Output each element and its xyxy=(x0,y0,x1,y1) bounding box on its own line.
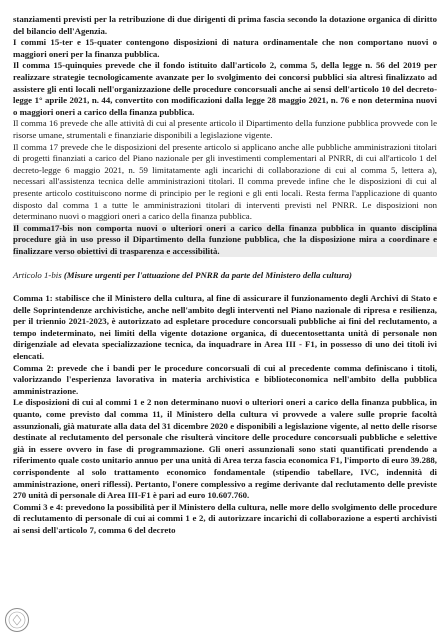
paragraph-oneri-commi-1-2: Le disposizioni di cui al commi 1 e 2 non determinano nuovi o ulteriori oneri a carico della finanza pubblica, in quanto, come previsto dal comma 11, il Ministero della cultura vi provvede a valere sulle proprie facoltà assunzionali, già maturate alla data del 31 dicembre 2020 e disponibili a legislazione vigente, al netto delle risorse destinate al reclutamento del personale che risulterà vincitore delle procedure concorsuali pubbliche e selettive già in essere ovvero in fase di programmazione. Gli oneri assunzionali sono stati quantificati prendendo a riferimento quale costo unitario annuo per una unità di Area terza fascia economica F1, l'importo di euro 39.288, corrispondente al solo trattamento economico fondamentale (stipendio tabellare, IVC, indennità di amministrazione, oneri riflessi). Pertanto, l'onere complessivo a regime derivante dal reclutamento delle previste 270 unità di personale di Area III-F1 è pari ad euro 10.607.760. xyxy=(13,397,437,501)
paragraph-agency-staffing: stanziamenti previsti per la retribuzione di due dirigenti di prima fascia secondo la dotazione organica di diritto del bilancio dell'Agenzia. xyxy=(13,14,437,36)
document-body xyxy=(13,14,437,537)
paragraph-commi-3-4: Commi 3 e 4: prevedono la possibilità per il Ministero della cultura, nelle more dello svolgimento delle procedure di reclutamento di personale di cui ai commi 1 e 2, di autorizzare incarichi di collaborazione a esperti archivisti ai sensi dell'articolo 7, comma 6 del decreto xyxy=(13,501,437,535)
paragraph-comma-1: Comma 1: stabilisce che il Ministero della cultura, al fine di assicurare il funzionamento degli Archivi di Stato e delle Soprintendenze archivistiche, anche nell'ambito degli interventi nel Piano nazionale di ripresa e resilienza, per il triennio 2021-2023, è autorizzato ad espletare procedure concorsuali pubbliche ai fini del reclutamento, a tempo indeterminato, nei limiti della vigente dotazione organica, di duecentosettanta unità di personale non dirigenziale ad elevata specializzazione tecnica, da inquadrare in Area III - F1, in possesso di uno dei titoli ivi elencati. xyxy=(13,293,437,362)
paragraph-comma-2: Comma 2: prevede che i bandi per le procedure concorsuali di cui al precedente comma definiscano i titoli, valorizzando l'esperienza lavorativa in materia archivistica e biblioteconomica nell'ambito della pubblica amministrazione. xyxy=(13,362,437,396)
paragraph-commi-15ter-15quater: I commi 15-ter e 15-quater contengono disposizioni di natura ordinamentale che non comportano nuovi o maggiori oneri per la finanza pubblica. xyxy=(13,37,437,59)
article-heading xyxy=(13,270,437,282)
official-seal-stamp xyxy=(4,607,30,633)
paragraph-comma-17bis: Il comma17-bis non comporta nuovi o ulteriori oneri a carico della finanza pubblica in quanto disciplina procedure già in uso presso il Dipartimento della funzione pubblica, che la disposizione mira a coordinare e finalizzare verso obiettivi di trasparenza e accessibilità. xyxy=(13,222,437,256)
paragraph-comma-16: Il comma 16 prevede che alle attività di cui al presente articolo il Dipartimento della funzione pubblica provvede con le risorse umane, strumentali e finanziarie disponibili a legislazione vigente. xyxy=(13,118,437,140)
article-title: (Misure urgenti per l'attuazione del PNRR da parte del Ministero della cultura) xyxy=(63,270,352,281)
paragraph-comma-17: Il comma 17 prevede che le disposizioni del presente articolo si applicano anche alle pubbliche amministrazioni titolari di progetti finanziati a carico del Piano nazionale per gli investimenti complementari al PNRR, di cui all'articolo 1 del decreto-legge 6 maggio 2021, n. 59 limitatamente agli incarichi di collaborazione di cui al comma 5, lettera a), necessari all'assistenza tecnica delle amministrazioni titolari. Il comma prevede infine che le disposizioni di cui al presente articolo costituiscono norme di principio per le regioni e gli enti locali. Resta ferma l'applicazione di quanto disposto dal comma 1 a tutte le amministrazioni titolari di interventi previsti nel PNRR. Le disposizioni non determinano nuovi o maggiori oneri a carico della finanza pubblica. xyxy=(13,141,437,222)
article-number: Articolo 1-bis xyxy=(13,270,62,281)
paragraph-comma-15quinquies: Il comma 15-quinquies prevede che il fondo istituito dall'articolo 2, comma 5, della legge n. 56 del 2019 per realizzare strategie tecnologicamente avanzate per lo svolgimento dei concorsi pubblici sia altresì finalizzato ad assistere gli enti locali nell'organizzazione delle procedure concorsuali anche ai sensi dell'articolo 10 del decreto-legge 1° aprile 2021, n. 44, convertito con modificazioni dalla legge 28 maggio 2021, n. 76 e non determina nuovi o maggiori oneri a carico della finanza pubblica. xyxy=(13,60,437,117)
